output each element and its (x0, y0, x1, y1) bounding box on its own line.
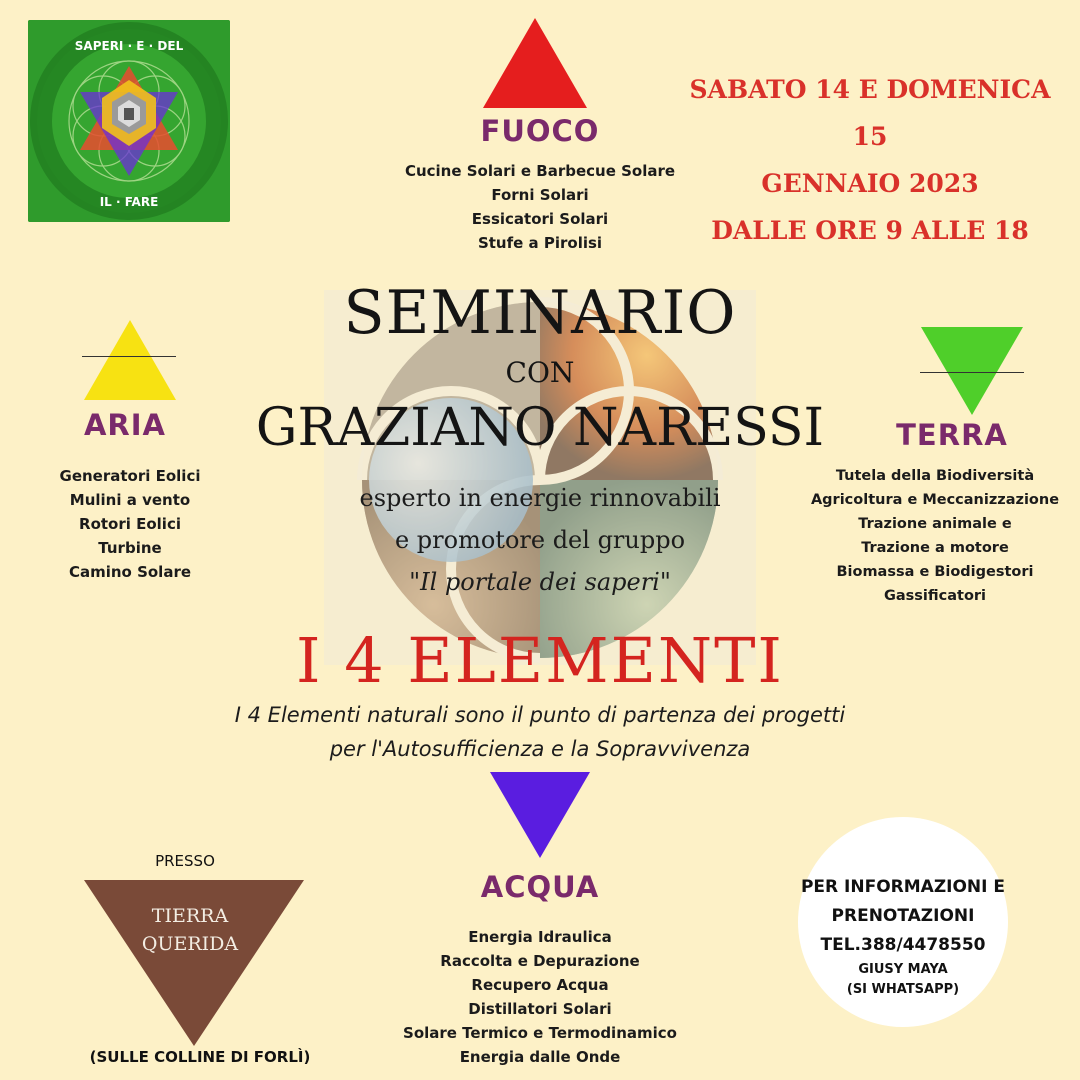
list-item: Trazione animale e (858, 516, 1012, 532)
list-item: Cucine Solari e Barbecue Solare (404, 162, 676, 180)
list-item: Energia dalle Onde (459, 1048, 621, 1066)
list-item: Essicatori Solari (471, 210, 609, 228)
terra-list (800, 464, 1070, 608)
venue-location: (SULLE COLLINE DI FORLÌ) (89, 1048, 311, 1066)
venue-label: PRESSO (155, 852, 215, 870)
speaker-desc-line2: e promotore del gruppo (394, 526, 686, 554)
aria-list (20, 464, 240, 584)
acqua-list (370, 925, 710, 1069)
fire-triangle-icon (483, 18, 587, 108)
headline-subtitle (140, 698, 940, 766)
list-item: Distillatori Solari (468, 1000, 612, 1018)
aria-title: ARIA (83, 408, 166, 442)
list-item: Recupero Acqua (471, 976, 609, 994)
svg-text:IL · FARE: IL · FARE (99, 195, 159, 209)
seminar-title: SEMINARIO (343, 278, 737, 348)
subtitle-line1: I 4 Elementi naturali sono il punto di partenza dei progetti (234, 703, 846, 727)
earth-triangle-line (920, 372, 1024, 373)
venue-name-line2: QUERIDA (141, 933, 239, 955)
list-item: Generatori Eolici (59, 467, 201, 485)
venue-name-line1: TIERRA (151, 905, 229, 927)
svg-text:SAPERI · E · DEL: SAPERI · E · DEL (74, 39, 184, 53)
contact-phone[interactable]: TEL.388/4478550 (820, 935, 986, 955)
event-date (670, 66, 1070, 254)
fuoco-list (360, 159, 720, 255)
speaker-desc-line1: esperto in energie rinnovabili (359, 484, 721, 512)
list-item: Trazione a motore (861, 540, 1009, 556)
logo-emblem-icon (28, 20, 230, 222)
headline: I 4 ELEMENTI (296, 624, 784, 697)
contact-line1: PER INFORMAZIONI E (800, 877, 1006, 897)
acqua-title: ACQUA (480, 870, 600, 904)
seminar-con: CON (505, 356, 575, 389)
event-date-line1: SABATO 14 E DOMENICA 15 (689, 75, 1051, 151)
list-item: Tutela della Biodiversità (835, 468, 1035, 484)
list-item: Mulini a vento (69, 491, 191, 509)
contact-note: (SI WHATSAPP) (846, 982, 960, 997)
list-item: Agricoltura e Meccanizzazione (810, 492, 1060, 508)
list-item: Turbine (98, 539, 162, 557)
speaker-name: GRAZIANO NARESSI (255, 398, 825, 458)
air-triangle-line (82, 356, 176, 357)
water-triangle-icon (490, 772, 590, 858)
list-item: Energia Idraulica (468, 928, 612, 946)
list-item: Stufe a Pirolisi (477, 234, 603, 252)
contact-name: GIUSY MAYA (858, 962, 948, 977)
subtitle-line2: per l'Autosufficienza e la Sopravvivenza (329, 737, 751, 761)
venue-name (100, 902, 280, 958)
air-triangle-icon (84, 320, 176, 400)
fuoco-title: FUOCO (480, 114, 600, 148)
list-item: Biomassa e Biodigestori (836, 564, 1034, 580)
contact-line2: PRENOTAZIONI (831, 906, 975, 926)
list-item: Camino Solare (68, 563, 192, 581)
speaker-desc-line3: "Il portale dei saperi" (409, 568, 671, 596)
contact-info (770, 873, 1036, 1000)
event-date-line3: DALLE ORE 9 ALLE 18 (711, 216, 1029, 245)
list-item: Solare Termico e Termodinamico (403, 1024, 677, 1042)
list-item: Gassificatori (883, 588, 987, 604)
list-item: Rotori Eolici (79, 515, 181, 533)
event-date-line2: GENNAIO 2023 (761, 169, 979, 198)
list-item: Forni Solari (491, 186, 589, 204)
speaker-description (270, 477, 810, 603)
terra-title: TERRA (896, 418, 1008, 452)
logo (28, 20, 230, 222)
list-item: Raccolta e Depurazione (440, 952, 640, 970)
earth-triangle-icon (921, 327, 1023, 415)
